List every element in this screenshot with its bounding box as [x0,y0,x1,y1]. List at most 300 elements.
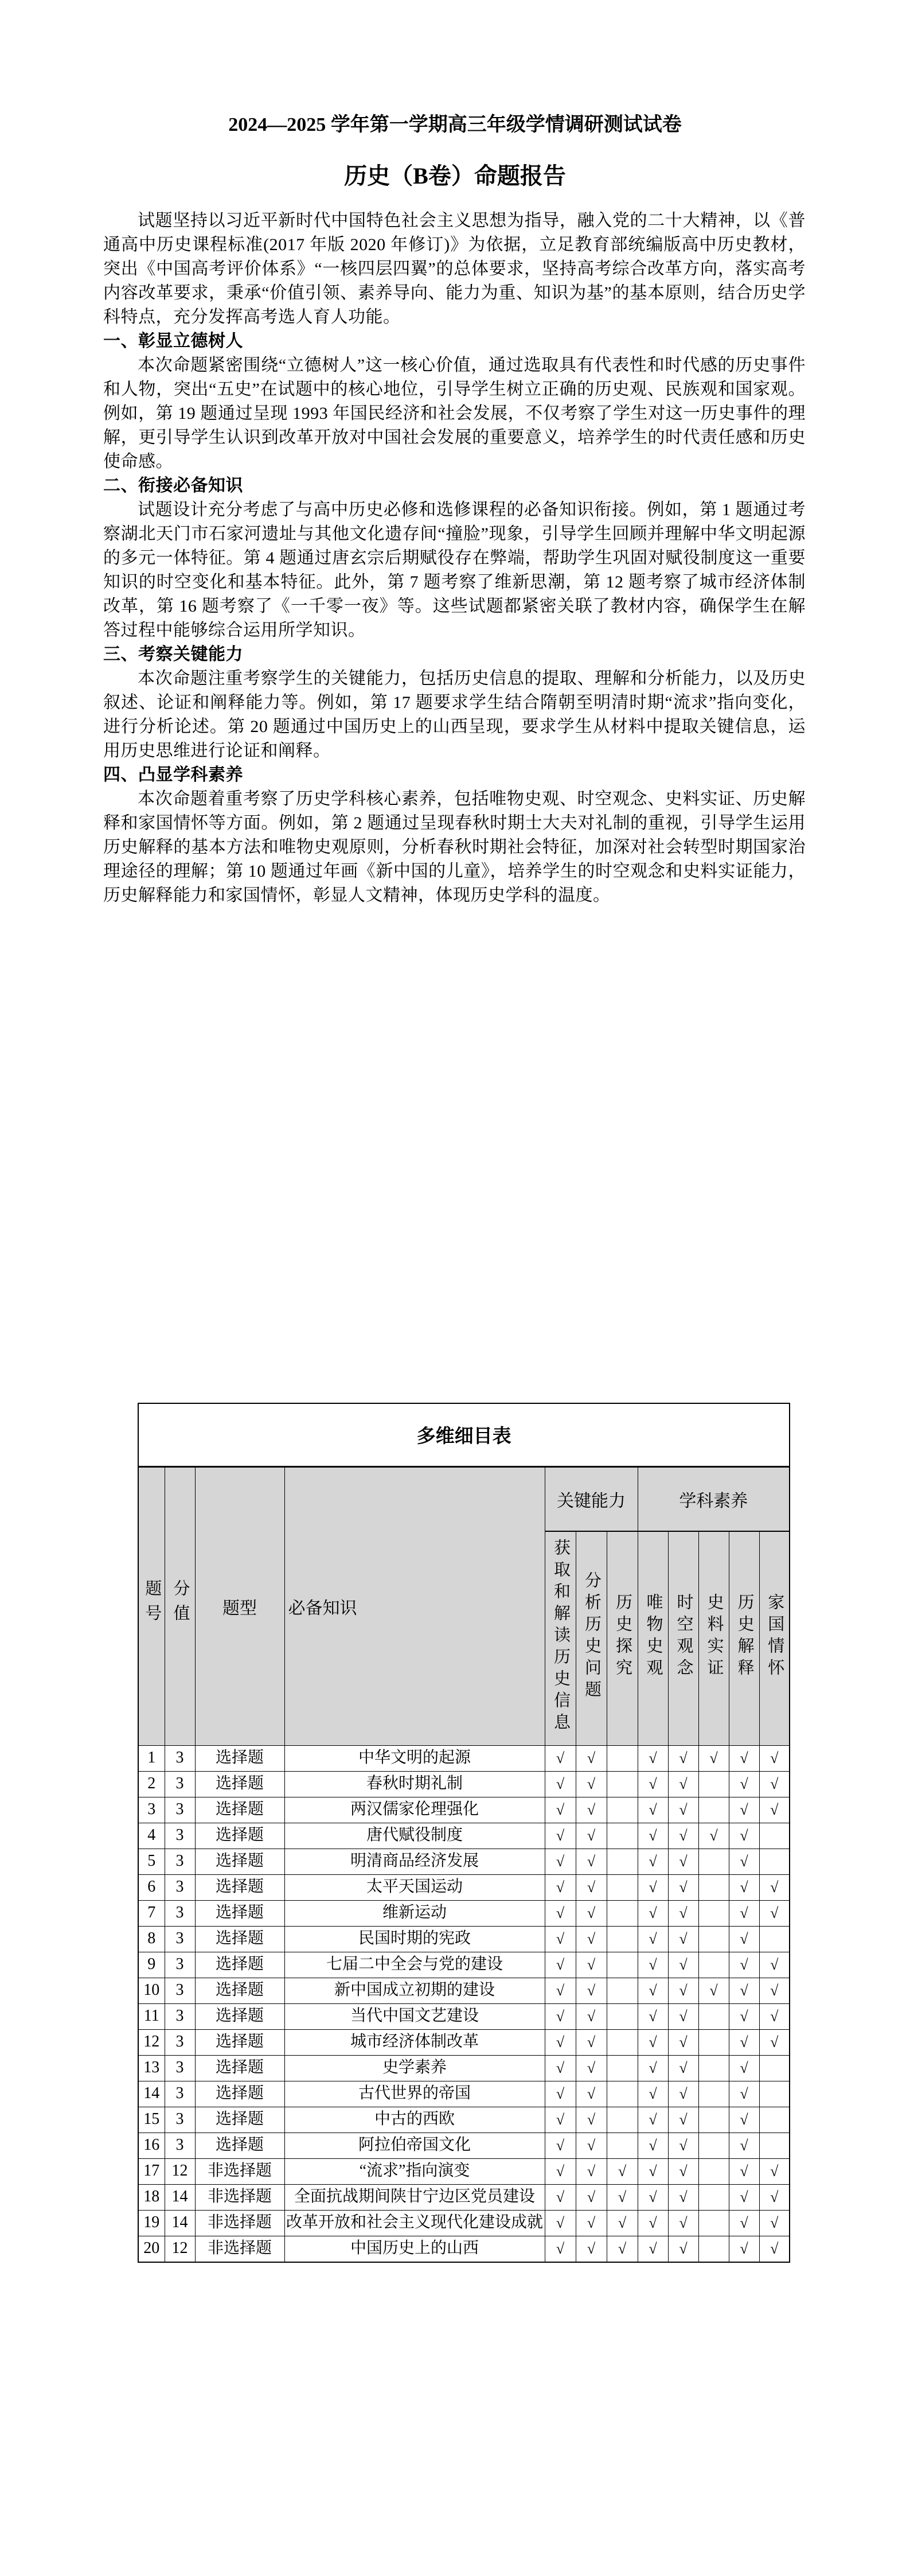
cell-check: √ [545,2003,576,2029]
cell-knowledge: 唐代赋役制度 [284,1823,545,1849]
cell-check: √ [545,2107,576,2133]
cell-score: 3 [165,2133,195,2158]
cell-question-type: 非选择题 [195,2210,284,2236]
cell-question-type: 选择题 [195,1900,284,1926]
cell-knowledge: 两汉儒家伦理强化 [284,1797,545,1823]
cell-check [607,2029,638,2055]
sub-col-header-label: 时空观念 [674,1593,693,1681]
sub-col-header [576,1531,607,1746]
cell-check [759,2081,790,2107]
cell-check [607,2003,638,2029]
sub-col-header [545,1531,576,1746]
cell-check: √ [668,2055,698,2081]
col-header-required-knowledge: 必备知识 [284,1466,545,1745]
cell-knowledge: 当代中国文艺建设 [284,2003,545,2029]
section-heading: 四、凸显学科素养 [103,765,243,784]
cell-knowledge: 新中国成立初期的建设 [284,1978,545,2003]
cell-check [698,1900,729,1926]
table-row [138,2158,790,2184]
table-row [138,1952,790,1978]
cell-check [607,1952,638,1978]
cell-score: 3 [165,1823,195,1849]
cell-question-no: 8 [138,1926,165,1952]
cell-check [607,2107,638,2133]
table-row [138,2210,790,2236]
cell-check [698,2003,729,2029]
cell-check [698,2107,729,2133]
cell-check: √ [729,2210,759,2236]
sub-col-header [668,1531,698,1746]
cell-knowledge: 中国历史上的山西 [284,2236,545,2262]
cell-question-type: 选择题 [195,1874,284,1900]
cell-check: √ [729,1926,759,1952]
cell-check [607,1797,638,1823]
cell-knowledge: 民国时期的宪政 [284,1926,545,1952]
cell-question-no: 3 [138,1797,165,1823]
cell-check: √ [545,2133,576,2158]
cell-check: √ [638,2029,668,2055]
cell-check: √ [668,2133,698,2158]
col-group-subject-literacy: 学科素养 [638,1466,790,1531]
col-header-score [165,1466,195,1745]
cell-check: √ [545,1771,576,1797]
cell-check: √ [638,1771,668,1797]
cell-check: √ [729,2029,759,2055]
cell-question-type: 选择题 [195,1797,284,1823]
cell-question-type: 非选择题 [195,2236,284,2262]
cell-check: √ [607,2158,638,2184]
cell-check: √ [759,1797,790,1823]
matrix-table-body [138,1403,790,2262]
cell-question-type: 选择题 [195,2081,284,2107]
cell-score: 3 [165,2055,195,2081]
cell-check: √ [545,2055,576,2081]
cell-check: √ [668,2107,698,2133]
cell-check: √ [729,1849,759,1874]
cell-check: √ [576,1849,607,1874]
table-row [138,2029,790,2055]
cell-check: √ [668,1900,698,1926]
cell-check: √ [668,1926,698,1952]
cell-score: 3 [165,2003,195,2029]
cell-check [698,2133,729,2158]
cell-check: √ [729,1745,759,1771]
table-row [138,2003,790,2029]
cell-check [698,1771,729,1797]
sub-col-header-label: 历史解释 [735,1593,754,1681]
cell-check: √ [545,1900,576,1926]
cell-score: 3 [165,1745,195,1771]
sub-col-header-label: 历史探究 [613,1593,632,1681]
cell-check: √ [729,1823,759,1849]
cell-check: √ [576,2003,607,2029]
cell-score: 12 [165,2158,195,2184]
cell-check: √ [729,1900,759,1926]
cell-question-no: 13 [138,2055,165,2081]
cell-check [607,2133,638,2158]
cell-check: √ [638,2107,668,2133]
page-title: 2024—2025 学年第一学期高三年级学情调研测试试卷 [228,114,682,135]
cell-question-no: 5 [138,1849,165,1874]
cell-check: √ [668,2158,698,2184]
cell-check: √ [759,2003,790,2029]
table-row [138,1900,790,1926]
sub-col-header [759,1531,790,1746]
cell-check: √ [668,2029,698,2055]
cell-check [698,2081,729,2107]
cell-question-no: 17 [138,2158,165,2184]
page-subtitle: 历史（B卷）命题报告 [344,162,566,189]
body-paragraph: 试题坚持以习近平新时代中国特色社会主义思想为指导，融入党的二十大精神，以《普通高中历史课程标准(2017 年版 2020 年修订)》为依据，立足教育部统编版高中历史教材，突出《中国高考评价体系》“一核四层四翼”的总体要求，坚持高考综合改革方向，落实高考内容改革要求，秉承“价值引领、素养导向、能力为重、知识为基”的基本原则，结合历史学科特点，充分发挥高考选人育人功能。 [103,211,806,326]
matrix-table [138,1403,790,2263]
cell-check [607,1771,638,1797]
table-row [138,1771,790,1797]
cell-check [607,2081,638,2107]
cell-check: √ [668,2184,698,2210]
col-group-key-ability: 关键能力 [545,1466,638,1531]
cell-check: √ [759,2236,790,2262]
cell-check: √ [729,2003,759,2029]
cell-check: √ [759,2158,790,2184]
cell-question-type: 非选择题 [195,2184,284,2210]
cell-check [607,1900,638,1926]
table-row [138,1874,790,1900]
cell-knowledge: 七届二中全会与党的建设 [284,1952,545,1978]
cell-check: √ [729,1978,759,2003]
cell-check: √ [638,1797,668,1823]
cell-check: √ [545,1849,576,1874]
cell-knowledge: 全面抗战期间陕甘宁边区党员建设 [284,2184,545,2210]
cell-check: √ [759,2029,790,2055]
sub-col-header-label: 史料实证 [705,1593,724,1681]
cell-question-type: 选择题 [195,2133,284,2158]
cell-check: √ [668,2236,698,2262]
col-header-question-type: 题型 [195,1466,284,1745]
cell-question-no: 18 [138,2184,165,2210]
cell-question-no: 12 [138,2029,165,2055]
cell-question-type: 选择题 [195,2029,284,2055]
cell-question-type: 选择题 [195,1849,284,1874]
cell-check: √ [638,2210,668,2236]
cell-check [698,2210,729,2236]
table-row [138,2184,790,2210]
body-paragraph: 试题设计充分考虑了与高中历史必修和选修课程的必备知识衔接。例如，第 1 题通过考察湖北天门市石家河遗址与其他文化遗存间“撞脸”现象，引导学生回顾并理解中华文明起源的多元一体特征。第 4 题通过唐玄宗后期赋役存在弊端，帮助学生巩固对赋役制度这一重要知识的时空变化和基本特征。此外，第 7 题考察了维新思潮，第 12 题考察了城市经济体制改革，第 16 题考察了《一千零一夜》等。这些试题都紧密关联了教材内容，确保学生在解答过程中能够综合运用所学知识。 [103,500,806,640]
cell-score: 14 [165,2184,195,2210]
cell-question-no: 14 [138,2081,165,2107]
col-header-question-no-label: 题号 [143,1579,162,1629]
cell-check: √ [545,1797,576,1823]
cell-check [698,2055,729,2081]
cell-check: √ [638,2236,668,2262]
cell-check: √ [576,1874,607,1900]
table-row [138,1745,790,1771]
cell-check: √ [576,1745,607,1771]
sub-col-header-label: 分析历史问题 [582,1571,601,1703]
cell-check: √ [638,2003,668,2029]
cell-check: √ [638,2081,668,2107]
cell-question-type: 选择题 [195,2107,284,2133]
body-paragraph: 本次命题着重考察了历史学科核心素养，包括唯物史观、时空观念、史料实证、历史解释和家国情怀等方面。例如，第 2 题通过呈现春秋时期士大夫对礼制的重视，引导学生运用历史解释的基本方法和唯物史观原则，分析春秋时期社会特征，加深对社会转型时期国家治理途径的理解；第 10 题通过年画《新中国的儿童》，培养学生的时空观念和史料实证能力，历史解释能力和家国情怀，彰显人文精神，体现历史学科的温度。 [103,789,806,905]
document-body [103,209,806,908]
cell-check: √ [576,2133,607,2158]
cell-check [698,1849,729,1874]
cell-check [759,1849,790,1874]
cell-check: √ [576,1926,607,1952]
cell-check [759,2055,790,2081]
cell-question-no: 2 [138,1771,165,1797]
cell-score: 12 [165,2236,195,2262]
cell-check: √ [729,1797,759,1823]
cell-check: √ [576,2081,607,2107]
cell-check: √ [545,1952,576,1978]
cell-check: √ [729,2133,759,2158]
cell-check: √ [576,1952,607,1978]
cell-check [607,2055,638,2081]
cell-check [698,2158,729,2184]
cell-check: √ [729,2236,759,2262]
cell-question-no: 10 [138,1978,165,2003]
cell-check: √ [638,1952,668,1978]
cell-check: √ [576,1771,607,1797]
cell-knowledge: 太平天国运动 [284,1874,545,1900]
cell-check: √ [668,1978,698,2003]
table-row [138,2133,790,2158]
cell-score: 3 [165,1874,195,1900]
cell-check [698,2029,729,2055]
cell-check: √ [576,2029,607,2055]
cell-knowledge: 古代世界的帝国 [284,2081,545,2107]
cell-knowledge: 城市经济体制改革 [284,2029,545,2055]
cell-check: √ [638,1823,668,1849]
cell-question-type: 非选择题 [195,2158,284,2184]
table-row [138,1823,790,1849]
table-row [138,1849,790,1874]
cell-check: √ [545,1978,576,2003]
table-title-row [138,1403,790,1467]
cell-check: √ [607,2184,638,2210]
sub-col-header-label: 获取和解读历史信息 [551,1539,570,1736]
cell-check: √ [698,1823,729,1849]
table-row [138,1926,790,1952]
cell-check: √ [729,1771,759,1797]
cell-score: 3 [165,1978,195,2003]
cell-check: √ [545,1874,576,1900]
table-header-group-row [138,1466,790,1531]
cell-check: √ [545,2158,576,2184]
cell-knowledge: 明清商品经济发展 [284,1849,545,1874]
cell-check: √ [668,2210,698,2236]
cell-check: √ [638,2158,668,2184]
sub-col-header-label: 唯物史观 [644,1593,663,1681]
body-paragraph: 本次命题注重考察学生的关键能力，包括历史信息的提取、理解和分析能力，以及历史叙述、论证和阐释能力等。例如，第 17 题要求学生结合隋朝至明清时期“流求”指向变化，进行分析论述。第 20 题通过中国历史上的山西呈现，要求学生从材料中提取关键信息，运用历史思维进行论证和阐释。 [103,668,806,760]
cell-check: √ [729,2158,759,2184]
cell-check [759,2133,790,2158]
sub-col-header [729,1531,759,1746]
table-row [138,1978,790,2003]
table-title: 多维细目表 [138,1403,790,1467]
cell-check [607,1874,638,1900]
cell-check: √ [545,1823,576,1849]
cell-knowledge: 中华文明的起源 [284,1745,545,1771]
cell-check: √ [759,2210,790,2236]
cell-check: √ [729,1874,759,1900]
cell-question-no: 9 [138,1952,165,1978]
cell-question-type: 选择题 [195,1823,284,1849]
cell-score: 3 [165,1849,195,1874]
cell-check: √ [545,2210,576,2236]
cell-score: 3 [165,1797,195,1823]
cell-score: 3 [165,2081,195,2107]
cell-check: √ [729,2107,759,2133]
cell-check [698,1926,729,1952]
cell-check [759,1926,790,1952]
cell-check: √ [576,1823,607,1849]
sub-col-header [607,1531,638,1746]
cell-question-no: 16 [138,2133,165,2158]
cell-score: 3 [165,2107,195,2133]
cell-check: √ [729,2055,759,2081]
cell-question-no: 6 [138,1874,165,1900]
cell-question-type: 选择题 [195,1926,284,1952]
cell-check: √ [729,1952,759,1978]
sub-col-header [698,1531,729,1746]
cell-check: √ [759,1952,790,1978]
cell-check [698,1797,729,1823]
cell-check: √ [545,1745,576,1771]
cell-check: √ [668,1745,698,1771]
cell-check: √ [729,2081,759,2107]
cell-check [607,1849,638,1874]
cell-check [607,1978,638,2003]
cell-question-type: 选择题 [195,1745,284,1771]
cell-knowledge: 维新运动 [284,1900,545,1926]
cell-score: 3 [165,2029,195,2055]
table-row [138,2236,790,2262]
cell-check: √ [638,2184,668,2210]
section-heading: 三、考察关键能力 [103,644,243,664]
cell-knowledge: 阿拉伯帝国文化 [284,2133,545,2158]
cell-question-type: 选择题 [195,1952,284,1978]
cell-check: √ [545,2184,576,2210]
cell-question-no: 7 [138,1900,165,1926]
cell-check: √ [668,1849,698,1874]
cell-check: √ [576,2184,607,2210]
cell-check: √ [759,1745,790,1771]
cell-check: √ [638,1978,668,2003]
cell-knowledge: “流求”指向演变 [284,2158,545,2184]
cell-check: √ [729,2184,759,2210]
cell-check: √ [576,2055,607,2081]
cell-score: 3 [165,1952,195,1978]
cell-knowledge: 春秋时期礼制 [284,1771,545,1797]
cell-check [759,1823,790,1849]
cell-check: √ [638,1926,668,1952]
cell-question-no: 1 [138,1745,165,1771]
sub-col-header-label: 家国情怀 [766,1593,784,1681]
cell-question-type: 选择题 [195,1771,284,1797]
cell-knowledge: 史学素养 [284,2055,545,2081]
cell-question-no: 4 [138,1823,165,1849]
section-heading: 二、衔接必备知识 [103,476,243,495]
col-header-score-label: 分值 [171,1579,190,1629]
section-heading: 一、彰显立德树人 [103,331,243,351]
cell-check: √ [576,1978,607,2003]
sub-col-header [638,1531,668,1746]
cell-check: √ [545,1926,576,1952]
cell-check: √ [576,2236,607,2262]
cell-score: 3 [165,1926,195,1952]
cell-check: √ [698,1745,729,1771]
cell-score: 14 [165,2210,195,2236]
cell-check: √ [668,1797,698,1823]
cell-check: √ [545,2029,576,2055]
cell-check: √ [638,1849,668,1874]
cell-score: 3 [165,1900,195,1926]
cell-knowledge: 改革开放和社会主义现代化建设成就 [284,2210,545,2236]
cell-check: √ [638,2055,668,2081]
cell-check: √ [545,2236,576,2262]
table-row [138,2081,790,2107]
col-header-question-no [138,1466,165,1745]
cell-question-no: 11 [138,2003,165,2029]
cell-question-type: 选择题 [195,2003,284,2029]
cell-check: √ [759,1874,790,1900]
cell-question-no: 15 [138,2107,165,2133]
cell-question-no: 20 [138,2236,165,2262]
cell-check: √ [668,1823,698,1849]
cell-check: √ [576,2210,607,2236]
cell-check: √ [607,2210,638,2236]
cell-check: √ [759,1978,790,2003]
cell-check: √ [638,1874,668,1900]
cell-knowledge: 中古的西欧 [284,2107,545,2133]
cell-question-type: 选择题 [195,2055,284,2081]
cell-check [759,2107,790,2133]
cell-check: √ [668,2081,698,2107]
cell-check [698,2184,729,2210]
table-row [138,1797,790,1823]
cell-check [607,1926,638,1952]
cell-check [698,1874,729,1900]
cell-check [607,1823,638,1849]
cell-question-no: 19 [138,2210,165,2236]
cell-check: √ [759,1771,790,1797]
cell-check [607,1745,638,1771]
cell-check: √ [607,2236,638,2262]
cell-check: √ [668,1874,698,1900]
cell-check: √ [545,2081,576,2107]
cell-check: √ [638,1900,668,1926]
cell-check: √ [698,1978,729,2003]
cell-check: √ [576,1900,607,1926]
cell-check [698,2236,729,2262]
cell-check [698,1952,729,1978]
cell-check: √ [668,2003,698,2029]
cell-question-type: 选择题 [195,1978,284,2003]
cell-score: 3 [165,1771,195,1797]
cell-check: √ [668,1771,698,1797]
cell-check: √ [759,2184,790,2210]
table-row [138,2055,790,2081]
cell-check: √ [576,2107,607,2133]
cell-check: √ [638,1745,668,1771]
body-paragraph: 本次命题紧密围绕“立德树人”这一核心价值，通过选取具有代表性和时代感的历史事件和人物，突出“五史”在试题中的核心地位，引导学生树立正确的历史观、民族观和国家观。例如，第 19 题通过呈现 1993 年国民经济和社会发展，不仅考察了学生对这一历史事件的理解，更引导学生认识到改革开放对中国社会发展的重要意义，培养学生的时代责任感和历史使命感。 [103,355,806,471]
cell-check: √ [668,1952,698,1978]
table-row [138,2107,790,2133]
cell-check: √ [576,1797,607,1823]
cell-check: √ [576,2158,607,2184]
cell-check: √ [638,2133,668,2158]
